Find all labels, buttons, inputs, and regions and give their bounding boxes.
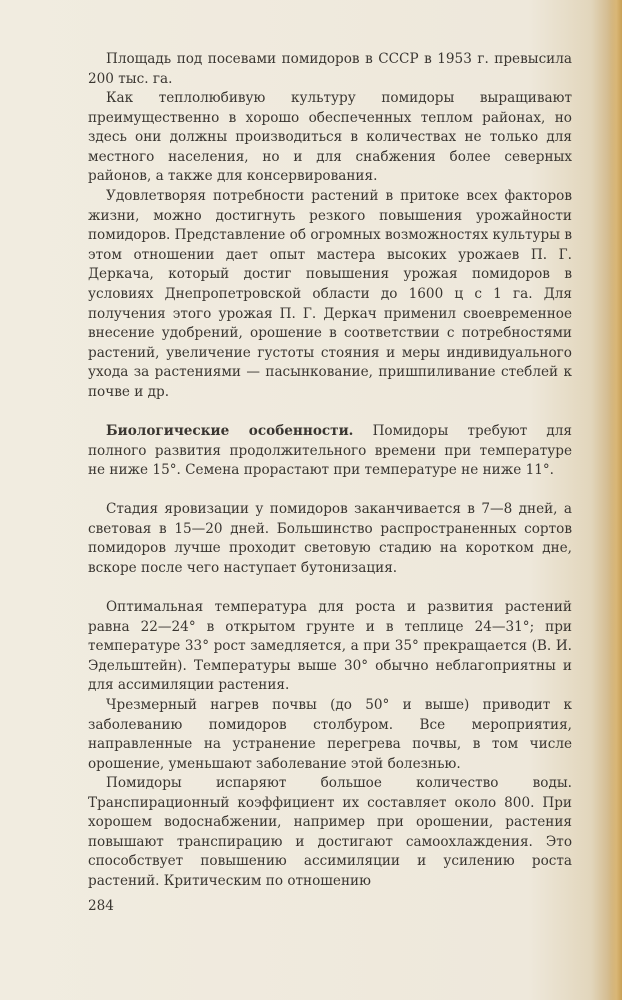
paragraph-6: [88, 598, 572, 696]
paragraph-2: [88, 89, 572, 187]
paragraph-text: Чрезмерный нагрев почвы (до 50° и выше) приводит к заболеванию помидоров столбуром. Все мероприятия, направленные на устранение перегрева почвы, в том числе орошение, уменьшают заболевание этой болезнью.: [88, 697, 572, 772]
paragraph-text: Как теплолюбивую культуру помидоры выращивают преимущественно в хорошо обеспеченных теплом районах, но здесь они должны производиться в количествах не только для местного населения, но и для снабжения более северных районов, а также для консервирования.: [88, 90, 572, 185]
paragraph-text: Оптимальная температура для роста и развития растений равна 22—24° в открытом грунте и в теплице 24—31°; при температуре 33° рост замедляется, а при 35° прекращается (В. И. Эдельштейн). Температуры выше 30° обычно неблагоприятны и для ассимиляции растения.: [88, 599, 572, 694]
paragraph-3: [88, 187, 572, 422]
section-heading: Биологические особенности.: [106, 423, 354, 439]
paragraph-text: Помидоры требуют для полного развития продолжительного времени при температуре не ниже 15°. Семена прорастают при температуре не ниже 11°.: [88, 423, 572, 479]
paragraph-text: Площадь под посевами помидоров в СССР в 1953 г. превысила 200 тыс. га.: [88, 51, 572, 87]
paragraph-4: [88, 422, 572, 500]
paragraph-text: Стадия яровизации у помидоров заканчивается в 7—8 дней, а световая в 15—20 дней. Большинство распространенных сортов помидоров лучше проходит световую стадию на коротком дне, вскоре после чего наступает бутонизация.: [88, 501, 572, 576]
paragraph-8: [88, 774, 572, 892]
body-text: [88, 50, 572, 892]
paragraph-5: [88, 500, 572, 598]
page-number: 284: [88, 898, 114, 914]
paragraph-text: Помидоры испаряют большое количество воды. Транспирационный коэффициент их составляет около 800. При хорошем водоснабжении, например при орошении, растения повышают транспирацию и достигают самоохлаждения. Это способствует повышению ассимиляции и усилению роста растений. Критическим по отношению: [88, 775, 572, 889]
paragraph-text: Удовлетворяя потребности растений в притоке всех факторов жизни, можно достигнуть резкого повышения урожайности помидоров. Представление об огромных возможностях культуры в этом отношении дает опыт мастера высоких урожаев П. Г. Деркача, который достиг повышения урожая помидоров в условиях Днепропетровской области до 1600 ц с 1 га. Для получения этого урожая П. Г. Деркач применил своевременное внесение удобрений, орошение в соответствии с потребностями растений, увеличение густоты стояния и меры индивидуального ухода за растениями — пасынкование, пришпиливание стеблей к почве и др.: [88, 188, 572, 400]
paragraph-7: [88, 696, 572, 774]
page-edge: [608, 0, 622, 1000]
paragraph-1: [88, 50, 572, 89]
